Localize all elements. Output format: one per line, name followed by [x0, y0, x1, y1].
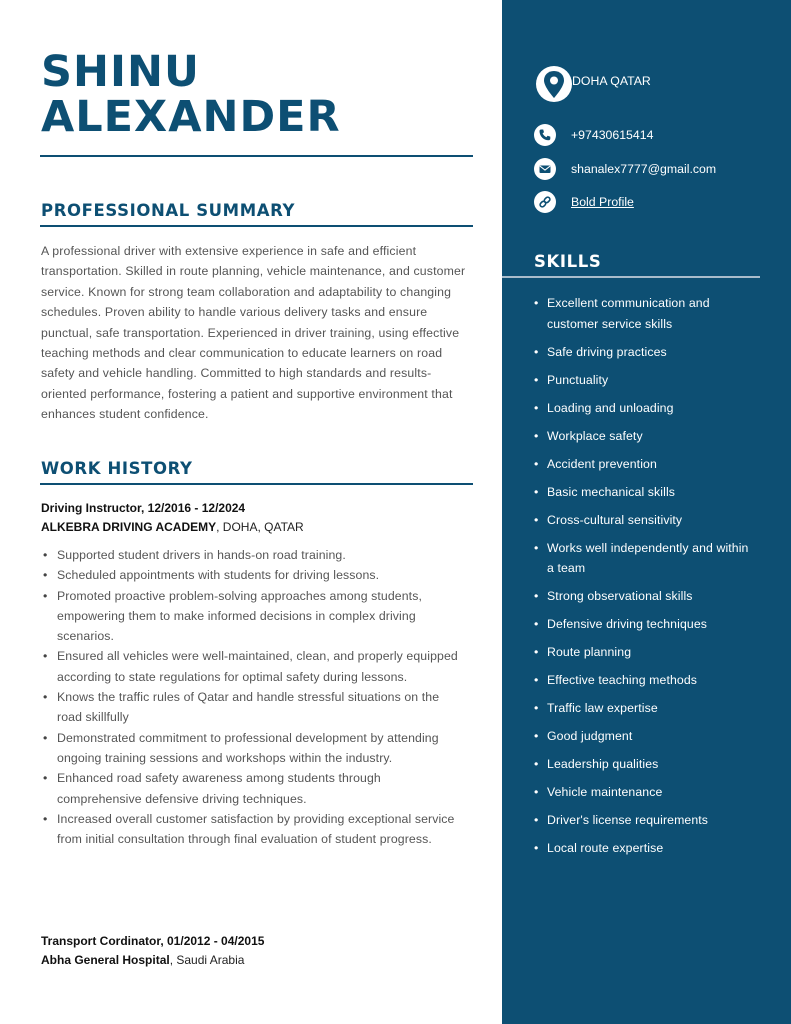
skill-item: • Leadership qualities	[534, 754, 749, 775]
contact-location	[572, 74, 651, 88]
summary-divider	[40, 225, 473, 227]
job1-company-line	[41, 518, 304, 537]
job1-company: ALKEBRA DRIVING ACADEMY	[41, 520, 217, 534]
job2-company-line	[41, 951, 244, 970]
skills-heading: SKILLS	[534, 252, 602, 271]
skill-item: • Cross-cultural sensitivity	[534, 510, 749, 531]
job1-title: Driving Instructor, 12/2016 - 12/2024	[41, 501, 246, 515]
skill-item: • Basic mechanical skills	[534, 482, 749, 503]
duty-item: • Enhanced road safety awareness among students through comprehensive defensive driving techniques.	[41, 768, 461, 809]
email-link[interactable]: shanalex7777@gmail.com	[571, 162, 717, 176]
skill-item: • Punctuality	[534, 370, 749, 391]
skill-item: • Driver's license requirements	[534, 810, 749, 831]
summary-heading: PROFESSIONAL SUMMARY	[41, 201, 296, 220]
location-pin-icon	[536, 66, 572, 102]
skills-divider	[502, 276, 760, 278]
job2-location: , Saudi Arabia	[169, 953, 245, 967]
skill-item: • Route planning	[534, 642, 749, 663]
contact-email	[534, 158, 716, 180]
skill-item: • Accident prevention	[534, 454, 749, 475]
name-last: ALEXANDER	[41, 92, 341, 142]
skill-item: • Defensive driving techniques	[534, 614, 749, 635]
phone-icon	[534, 124, 556, 146]
skill-item: • Workplace safety	[534, 426, 749, 447]
duty-item: • Supported student drivers in hands-on road training.	[41, 545, 461, 565]
candidate-name	[41, 47, 341, 142]
skill-item: • Strong observational skills	[534, 586, 749, 607]
skill-item: • Safe driving practices	[534, 342, 749, 363]
skill-item: • Traffic law expertise	[534, 698, 749, 719]
skill-item: • Vehicle maintenance	[534, 782, 749, 803]
duty-item: • Demonstrated commitment to professional development by attending ongoing training sessions and workshops within the industry.	[41, 728, 461, 769]
name-first: SHINU	[41, 47, 200, 97]
job2-company: Abha General Hospital	[41, 953, 170, 967]
skill-item: • Works well independently and within a team	[534, 538, 749, 579]
skill-item: • Effective teaching methods	[534, 670, 749, 691]
skill-item: • Local route expertise	[534, 838, 749, 859]
contact-profile	[534, 191, 634, 213]
duty-item: • Promoted proactive problem-solving approaches among students, empowering them to make informed decisions in complex driving scenarios.	[41, 586, 461, 647]
duty-item: • Scheduled appointments with students for driving lessons.	[41, 565, 461, 585]
job1-location: , DOHA, QATAR	[216, 520, 304, 534]
email-icon	[534, 158, 556, 180]
link-icon	[534, 191, 556, 213]
location-text: DOHA QATAR	[572, 74, 651, 88]
skills-list	[534, 293, 749, 866]
contact-phone	[534, 124, 653, 146]
profile-link[interactable]: Bold Profile	[571, 195, 634, 209]
duty-item: • Increased overall customer satisfaction by providing exceptional service from initial consultation through final evaluation of student progress.	[41, 809, 461, 850]
skill-item: • Good judgment	[534, 726, 749, 747]
summary-text: A professional driver with extensive experience in safe and efficient transportation. Skilled in route planning, vehicle maintenance, and customer service. Known for strong team collaboration and adaptability to changing schedules. Proven ability to handle various delivery tasks and ensure punctual, safe transportation. Experienced in driver training, using effective teaching methods and clear communication to educate learners on road safety and vehicle handling. Committed to high standards and results-oriented performance, fostering a patient and supportive environment that enhances student confidence.	[41, 244, 466, 422]
job1-duties-list	[41, 545, 461, 849]
job2-title: Transport Cordinator, 01/2012 - 04/2015	[41, 934, 265, 948]
skill-item: • Excellent communication and customer service skills	[534, 293, 749, 334]
work-history-heading: WORK HISTORY	[41, 459, 193, 478]
phone-text: +97430615414	[571, 128, 654, 142]
name-divider	[40, 155, 473, 157]
work-history-divider	[40, 483, 473, 485]
skill-item: • Loading and unloading	[534, 398, 749, 419]
duty-item: • Knows the traffic rules of Qatar and handle stressful situations on the road skillfully	[41, 687, 461, 728]
duty-item: • Ensured all vehicles were well-maintained, clean, and properly equipped according to state regulations for optimal safety during lessons.	[41, 646, 461, 687]
